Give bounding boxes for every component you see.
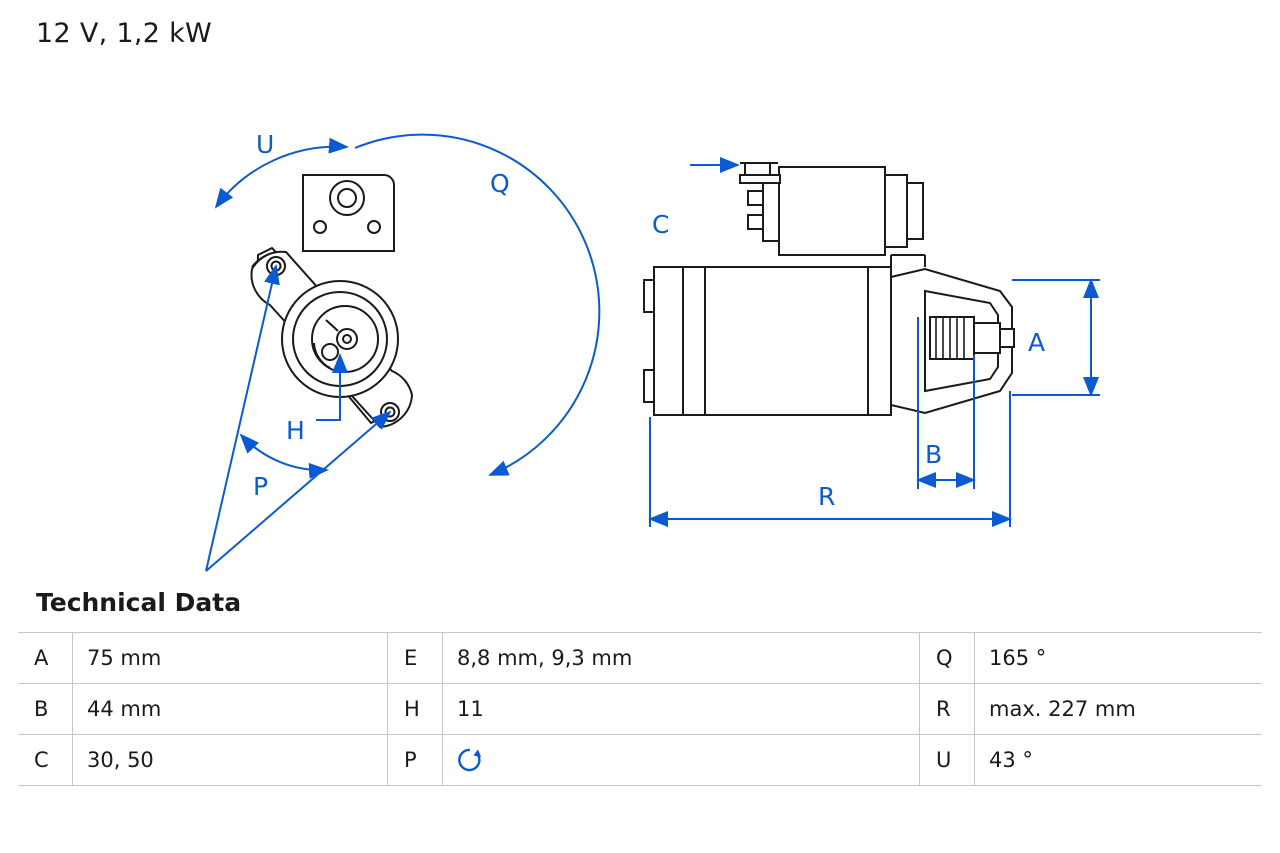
right-side-view [644,163,1014,415]
page-title: 12 V, 1,2 kW [36,18,213,49]
rotation-direction-icon [457,747,483,773]
row-key-r: R [920,684,975,735]
row-key-q: Q [920,633,975,684]
row-key-b: B [18,684,73,735]
label-a: A [1028,328,1046,357]
label-q: Q [490,169,510,198]
row-value-r: max. 227 mm [975,684,1263,735]
row-value-u: 43 ° [975,735,1263,786]
starter-motor-technical-drawing [0,55,1280,575]
label-r: R [818,482,836,511]
technical-data-table-wrap [18,632,1262,786]
technical-data-heading: Technical Data [36,588,242,617]
row-key-e: E [388,633,443,684]
row-value-b: 44 mm [73,684,388,735]
table-row [18,735,1262,786]
row-value-q: 165 ° [975,633,1263,684]
row-key-u: U [920,735,975,786]
label-p: P [253,472,269,501]
table-row [18,633,1262,684]
row-value-c: 30, 50 [73,735,388,786]
row-value-a: 75 mm [73,633,388,684]
left-view-dimensions [206,135,599,571]
technical-data-table [18,632,1262,786]
left-end-view [250,175,412,427]
row-key-a: A [18,633,73,684]
label-h: H [286,416,305,445]
row-value-p [443,735,920,786]
label-c: C [652,210,670,239]
label-b: B [925,440,943,469]
label-u: U [256,130,275,159]
row-value-h: 11 [443,684,920,735]
row-key-h: H [388,684,443,735]
row-key-p: P [388,735,443,786]
table-row [18,684,1262,735]
row-value-e: 8,8 mm, 9,3 mm [443,633,920,684]
row-key-c: C [18,735,73,786]
